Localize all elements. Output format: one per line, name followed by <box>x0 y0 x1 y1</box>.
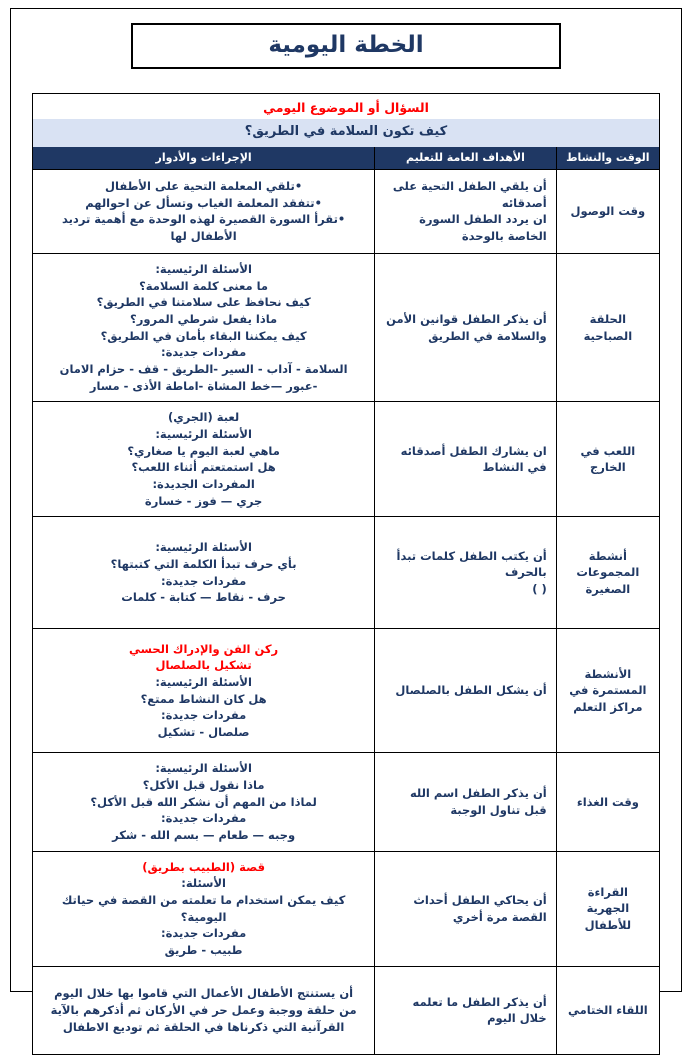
objectives-cell <box>374 852 556 966</box>
text-line: هل استمتعتم أثناء اللعب؟ <box>131 460 276 475</box>
highlight-line: تشكيل بالصلصال <box>155 658 252 673</box>
text-line: أن يكتب الطفل كلمات تبدأ بالحرف <box>396 548 547 580</box>
page-title-box <box>131 23 561 69</box>
procedures-cell <box>33 170 374 253</box>
text-line: أن يلقي الطفل التحية على أصدقائه <box>392 179 547 210</box>
text-line: ماذا نقول قبل الأكل؟ <box>142 777 265 792</box>
text-line: مفردات جديدة: <box>160 345 247 360</box>
table-row <box>33 169 659 253</box>
text-line: •تلقي المعلمة التحية على الأطفال <box>105 179 303 194</box>
document-page <box>10 8 682 1034</box>
table-row <box>33 253 659 401</box>
text-line: مفردات جديدة: <box>160 573 247 588</box>
text-line: مفردات جديدة: <box>160 708 247 723</box>
procedures-cell <box>33 254 374 401</box>
page-title: الخطة اليومية <box>268 32 424 58</box>
text-line: أن يشكل الطفل بالصلصال <box>395 683 547 698</box>
text-line: وجبه — طعام — بسم الله - شكر <box>112 828 296 842</box>
procedures-cell <box>33 629 374 752</box>
table-row <box>33 628 659 752</box>
procedures-cell <box>33 402 374 516</box>
text-line: أن يستنتج الأطفال الأعمال التي قاموا بها خلال اليوم من حلقة ووجبة وعمل حر في الأركان ثم أذكرهم بالآية القرآنية التي ذكرناها في الحلقة ثم توديع الاطفال <box>50 986 357 1034</box>
table-row <box>33 401 659 516</box>
text-line: طبيب - طريق <box>164 943 243 958</box>
text-line: الأسئلة الرئيسية: <box>155 540 252 555</box>
text-line: لعبة (الجري) <box>167 410 240 425</box>
table-row <box>33 516 659 628</box>
text-line: هل كان النشاط ممتع؟ <box>140 691 267 706</box>
header-procedures: الإجراءات والأدوار <box>155 150 252 164</box>
text-line: ما معنى كلمة السلامة؟ <box>139 278 269 293</box>
text-line: كيف يمكن استخدام ما تعلمته من القصة في حياتك اليومية؟ <box>61 893 346 924</box>
text-line: بأي حرف تبدأ الكلمة التي كتبتها؟ <box>110 557 297 572</box>
text-line: الأسئلة: <box>181 876 226 891</box>
objectives-cell <box>374 629 556 752</box>
text-line: مفردات جديدة: <box>160 811 247 826</box>
text-line: ( ) <box>532 582 547 597</box>
text-line: الأسئلة الرئيسية: <box>155 761 252 776</box>
procedures-cell <box>33 967 374 1054</box>
text-line: كيف نحافظ على سلامتنا في الطريق؟ <box>96 295 311 310</box>
time-activity-cell: وقت الغذاء <box>556 753 659 850</box>
time-activity-cell: وقت الوصول <box>556 170 659 253</box>
table-row <box>33 851 659 966</box>
text-line: أن يذكر الطفل اسم الله قبل تناول الوجبة <box>409 786 547 817</box>
text-line: •تتفقد المعلمة الغياب وتسأل عن احوالهم <box>85 195 322 210</box>
procedures-cell <box>33 753 374 850</box>
text-line: ماهي لعبة اليوم يا صغاري؟ <box>127 443 280 458</box>
text-line: •تقرأ السورة القصيرة لهذه الوحدة مع أهمية ترديد الأطفال لها <box>61 212 346 244</box>
header-time-activity: الوقت والنشاط <box>556 147 659 169</box>
objectives-cell <box>374 967 556 1054</box>
text-line: صلصال - تشكيل <box>157 725 250 740</box>
time-activity-cell: اللعب في الخارج <box>556 402 659 516</box>
text-line: ان يردد الطفل السورة الخاصة بالوحدة <box>419 212 547 244</box>
text-line: السلامة - آداب - السير -الطريق - قف - حزام الامان -عبور —خط المشاة -اماطة الأذى - مسار <box>59 361 348 393</box>
time-activity-cell: الأنشطة المستمرة في مراكز التعلم <box>556 629 659 752</box>
table-row <box>33 752 659 850</box>
time-activity-cell: اللقاء الختامي <box>556 967 659 1054</box>
topic-label: السؤال أو الموضوع اليومي <box>33 94 659 119</box>
objectives-cell <box>374 753 556 850</box>
text-line: المفردات الجديدة: <box>152 476 255 491</box>
objectives-cell <box>374 402 556 516</box>
text-line: مفردات جديدة: <box>160 926 247 941</box>
objectives-cell <box>374 517 556 628</box>
daily-plan-table <box>32 93 660 1055</box>
text-line: أن يذكر الطفل ما تعلمه خلال اليوم <box>412 994 547 1026</box>
text-line: الأسئلة الرئيسية: <box>155 675 252 690</box>
text-line: ان يشارك الطفل أصدقائه في النشاط <box>400 443 547 475</box>
text-line: الأسئلة الرئيسية: <box>155 261 252 276</box>
highlight-line: ركن الفن والإدراك الحسي <box>129 641 279 656</box>
text-line: ماذا يفعل شرطي المرور؟ <box>130 311 278 326</box>
text-line: حرف - نقاط — كتابة - كلمات <box>121 590 286 605</box>
objectives-cell <box>374 254 556 401</box>
text-line: أن يحاكي الطفل أحداث القصة مرة أخري <box>413 893 547 924</box>
text-line: كيف يمكننا البقاء بأمان في الطريق؟ <box>100 328 307 343</box>
time-activity-cell: أنشطة المجموعات الصغيرة <box>556 517 659 628</box>
time-activity-cell: القراءة الجهرية للأطفال <box>556 852 659 966</box>
text-line: الأسئلة الرئيسية: <box>155 426 252 441</box>
procedures-cell <box>33 517 374 628</box>
highlight-line: قصة (الطبيب بطريق) <box>142 859 265 874</box>
objectives-cell <box>374 170 556 253</box>
table-body <box>33 169 659 1054</box>
text-line: لماذا من المهم أن نشكر الله قبل الأكل؟ <box>90 794 317 809</box>
text-line: أن يذكر الطفل قوانين الأمن والسلامة في الطريق <box>386 311 547 343</box>
topic-question: كيف تكون السلامة في الطريق؟ <box>33 119 659 147</box>
procedures-cell <box>33 852 374 966</box>
table-header-row <box>33 147 659 169</box>
table-row <box>33 966 659 1054</box>
text-line: جري — فوز - خسارة <box>144 493 263 508</box>
time-activity-cell: الحلقة الصباحية <box>556 254 659 401</box>
header-objectives: الأهداف العامة للتعليم <box>374 147 556 169</box>
